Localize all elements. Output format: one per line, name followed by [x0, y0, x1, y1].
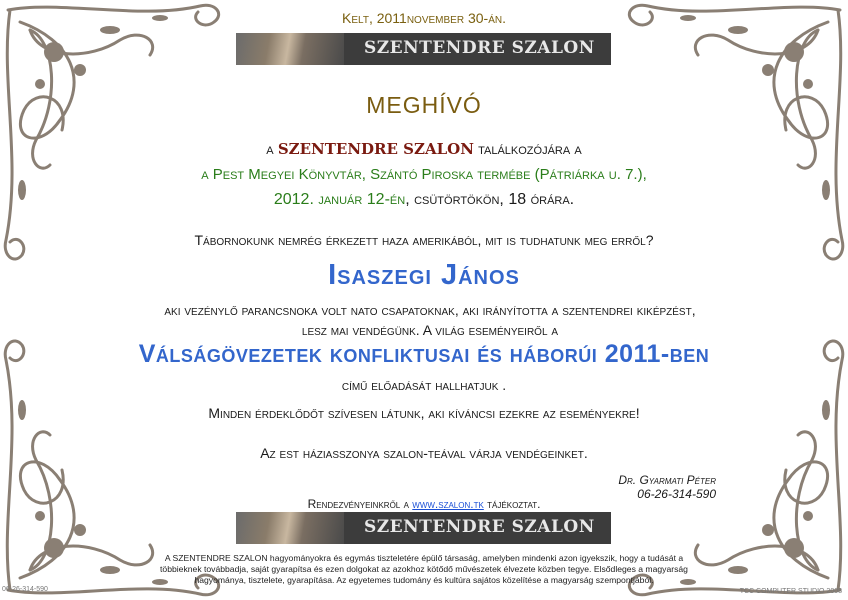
venue-line: a Pest Megyei Könyvtár, Szántó Piroska termébe (Pátriárka u. 7.),	[201, 166, 647, 183]
corner-credit: TCC COMPUTER STUDIO 2008	[739, 588, 842, 595]
lecture-title: Válságövezetek konfliktusai és háborúi 2011-ben	[138, 340, 710, 368]
website-link[interactable]: www.szalon.tk	[412, 497, 484, 511]
invitation-title: MEGHÍVÓ	[366, 92, 482, 118]
banner-text: SZENTENDRE SZALON	[364, 38, 595, 58]
info-prefix: Rendezvényeinkről a	[307, 497, 409, 511]
handshake-image	[236, 512, 344, 544]
event-time: , csütörtökön, 18 órára.	[405, 191, 575, 208]
header-banner	[236, 33, 611, 65]
hostess-line: Az est háziasszonya szalon-teával várja vendégeinket.	[260, 445, 588, 461]
speaker-name: Isaszegi János	[328, 259, 520, 291]
question-line: Tábornokunk nemrég érkezett haza amerikából, mit is tudhatunk meg erről?	[194, 232, 654, 248]
venue-intro-line	[0, 140, 848, 158]
banner-text: SZENTENDRE SZALON	[364, 517, 595, 537]
handshake-image	[236, 33, 344, 65]
welcome-line: Minden érdeklődőt szívesen látunk, aki kíváncsi ezekre az eseményekre!	[208, 405, 640, 421]
lecture-suffix: című előadását hallhatjuk .	[341, 377, 507, 393]
intro-prefix: a	[266, 141, 274, 158]
speaker-description: aki vezénylő parancsnoka volt nato csapatoknak, aki irányította a szentendrei kiképzést, lesz mai vendégünk. A világ eseményeiről a	[164, 302, 696, 338]
org-name: SZENTENDRE SZALON	[277, 140, 474, 158]
signature-name: Dr. Gyarmati Péter	[618, 473, 716, 487]
info-suffix: tájékoztat.	[487, 497, 541, 511]
signature-phone: 06-26-314-590	[637, 487, 716, 501]
date-time-line	[0, 191, 848, 209]
date-line: Kelt, 2011november 30-án.	[342, 10, 506, 26]
intro-suffix: találkozójára a	[478, 141, 582, 158]
footer-banner	[236, 512, 611, 544]
info-line	[0, 497, 848, 511]
event-date: 2012. január 12-én	[273, 191, 406, 208]
footer-description: A SZENTENDRE SZALON hagyományokra és egymás tiszteletére épülő társaság, amelyben mindenki azon igyekszik, hogy a tudását a többieknek továbbadja, saját gyarapítsa és ezen dolgokat az azokhoz kötődő művészetek élvezete közben tegye. Elsődleges a magyarság hagyománya, tisztelete, gyarapítása. Az egyetemes tudomány és kultúra sajátos közelítése a magyarság szempontjából.	[160, 553, 688, 585]
corner-phone: 06-26-314-590	[2, 586, 48, 593]
